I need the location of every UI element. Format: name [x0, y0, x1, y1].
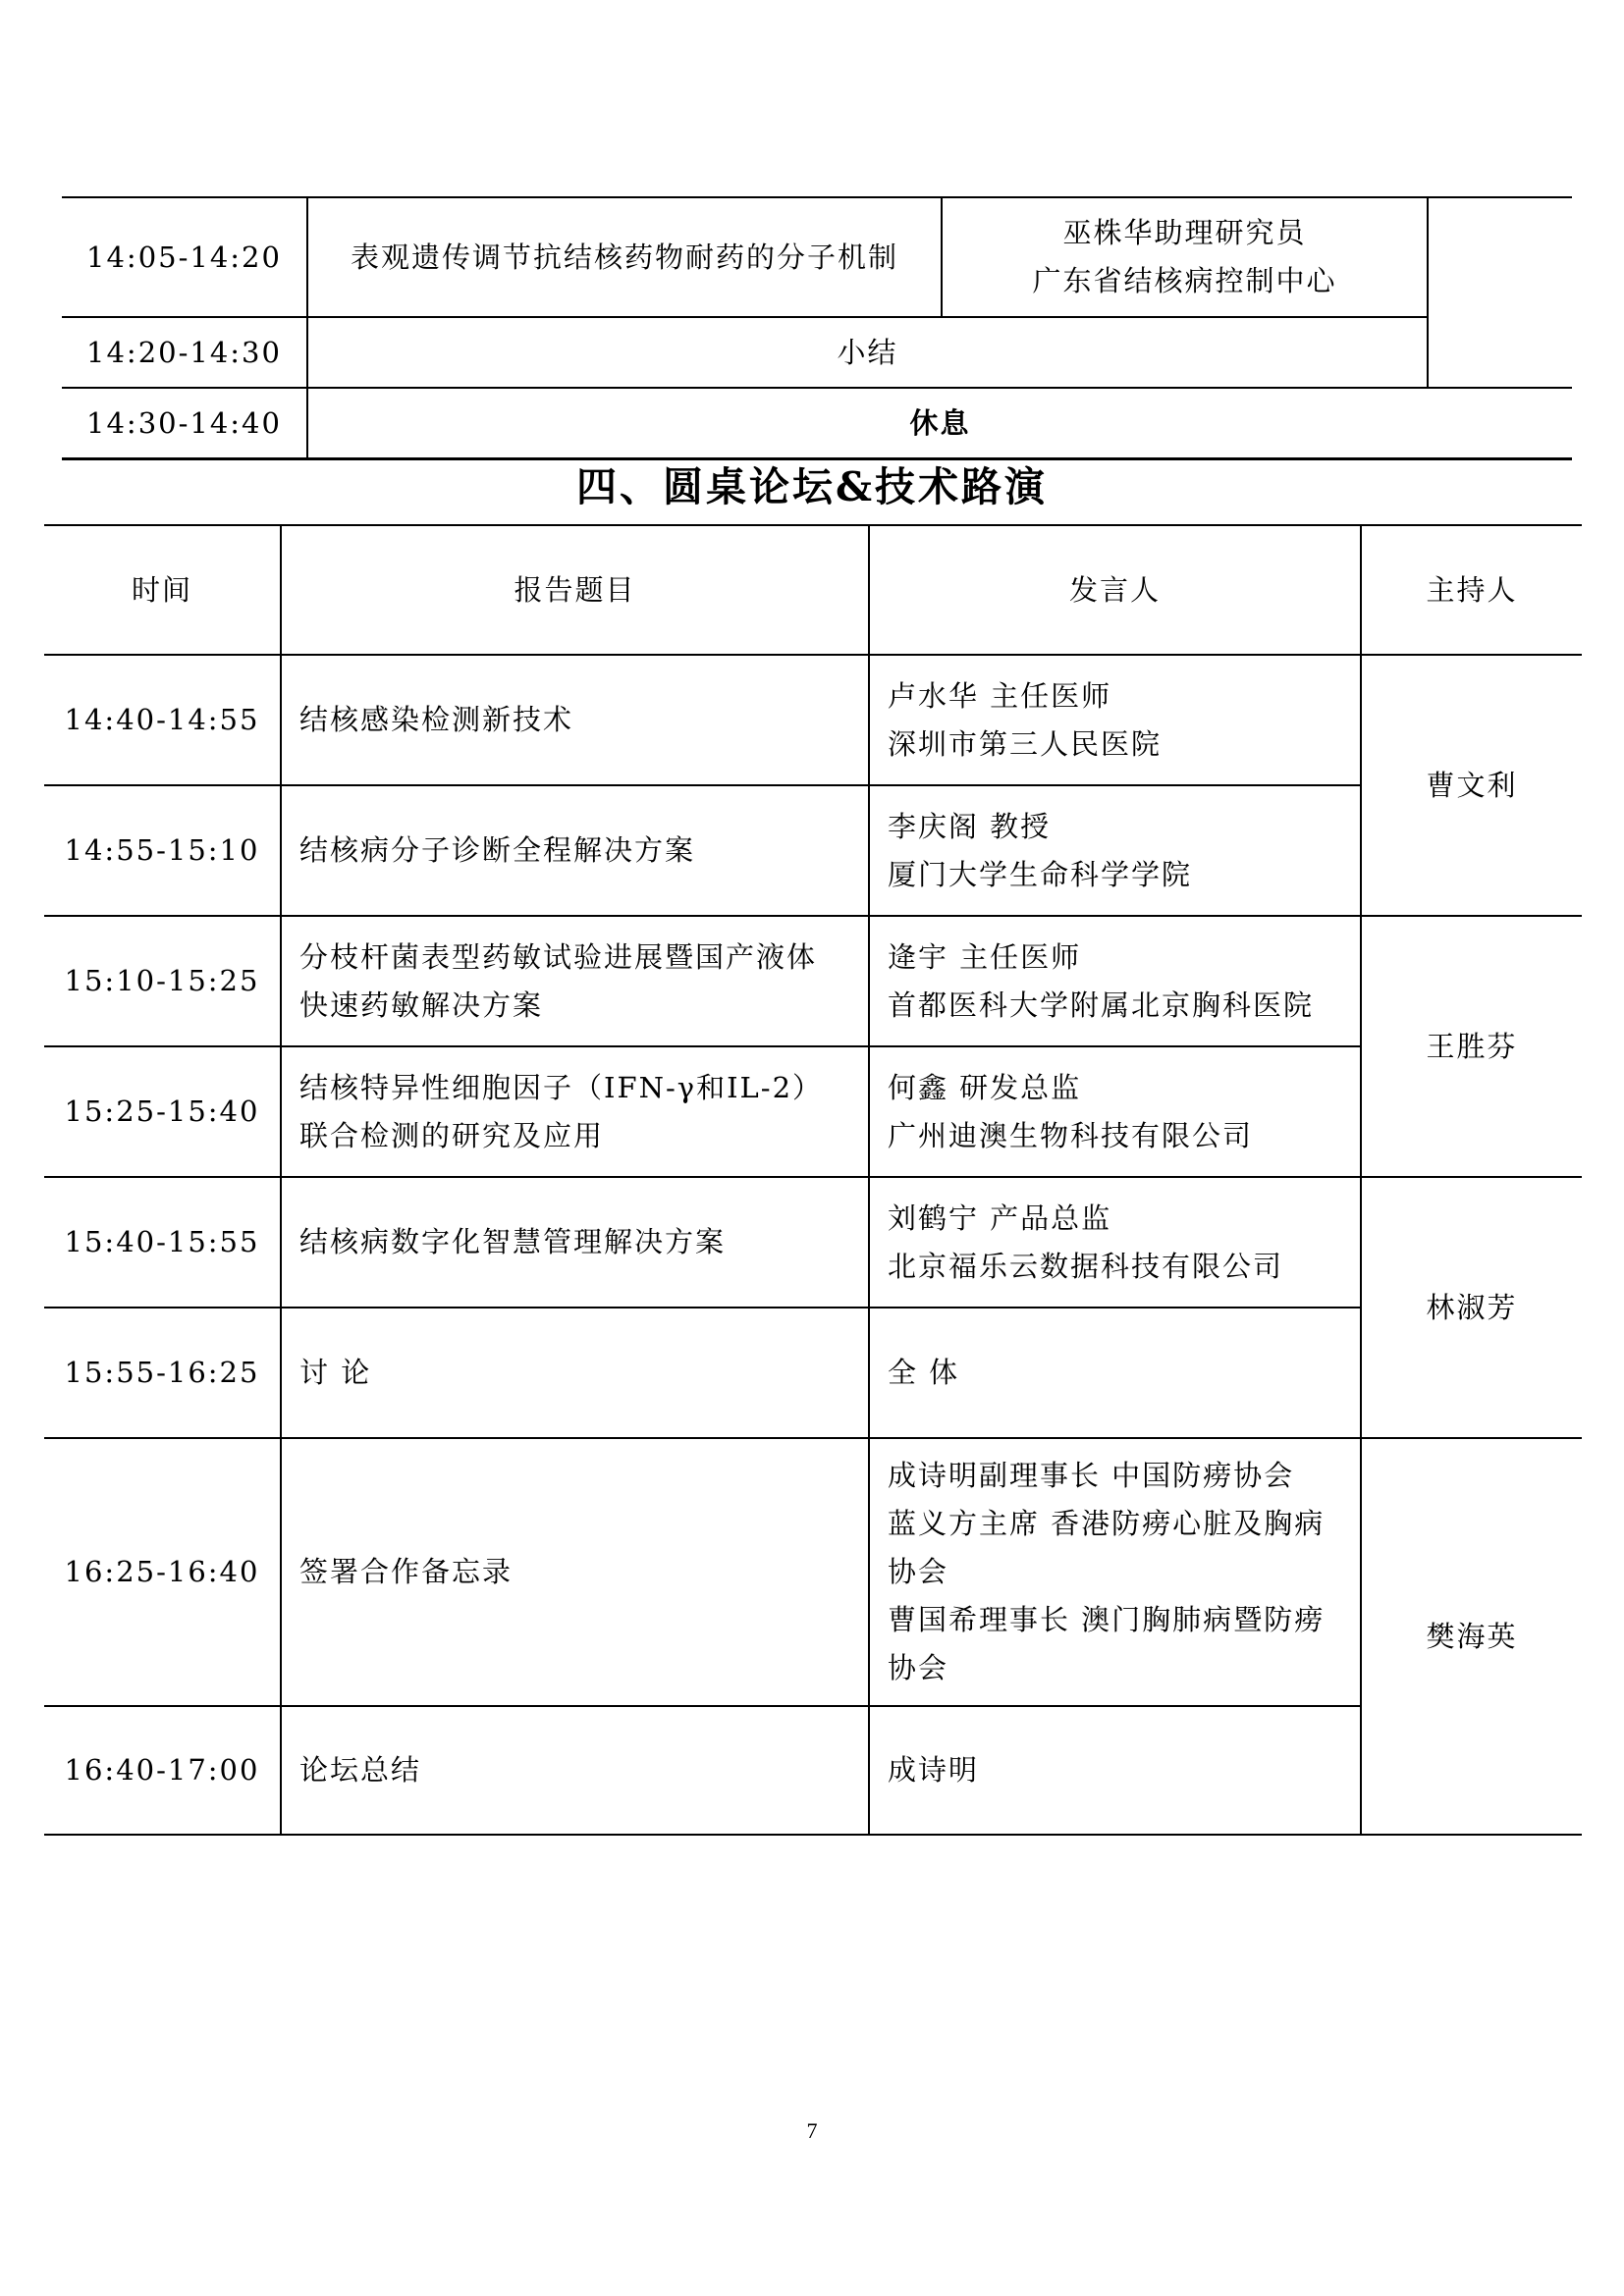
speaker-line: 曹国希理事长 澳门胸肺病暨防痨协会 — [887, 1603, 1326, 1684]
host-cell: 樊海英 — [1361, 1438, 1582, 1835]
time-cell: 16:25-16:40 — [44, 1438, 281, 1706]
header-speaker: 发言人 — [869, 525, 1361, 655]
header-topic: 报告题目 — [281, 525, 869, 655]
speaker-line: 逄宇 主任医师 — [887, 939, 1082, 974]
speaker-cell — [869, 1308, 1361, 1438]
header-host: 主持人 — [1361, 525, 1582, 655]
topic-cell: 签署合作备忘录 — [281, 1438, 869, 1706]
speaker-line: 首都医科大学附属北京胸科医院 — [887, 988, 1314, 1022]
host-cell: 曹文利 — [1361, 655, 1582, 916]
time-cell: 15:55-16:25 — [44, 1308, 281, 1438]
speaker-line: 广州迪澳生物科技有限公司 — [887, 1118, 1253, 1152]
time-cell: 15:40-15:55 — [44, 1177, 281, 1308]
table-row — [44, 785, 1582, 916]
time-cell: 15:10-15:25 — [44, 916, 281, 1046]
table-row — [44, 1438, 1582, 1706]
topic-cell: 结核病分子诊断全程解决方案 — [281, 785, 869, 916]
header-time: 时间 — [44, 525, 281, 655]
speaker-cell — [869, 916, 1361, 1046]
host-cell: 王胜芬 — [1361, 916, 1582, 1177]
speaker-line: 卢水华 主任医师 — [887, 678, 1112, 713]
speaker-line: 蓝义方主席 香港防痨心脏及胸病协会 — [887, 1507, 1326, 1588]
table-row — [44, 1177, 1582, 1308]
speaker-line: 厦门大学生命科学学院 — [887, 857, 1192, 891]
time-cell: 14:40-14:55 — [44, 655, 281, 785]
speaker-line: 全 体 — [887, 1356, 960, 1389]
top-schedule-table — [62, 196, 1572, 460]
table-row — [44, 1308, 1582, 1438]
topic-cell: 结核特异性细胞因子（IFN-γ和IL-2）联合检测的研究及应用 — [281, 1046, 869, 1177]
topic-cell: 讨 论 — [281, 1308, 869, 1438]
table-row — [44, 1706, 1582, 1835]
speaker-line: 北京福乐云数据科技有限公司 — [887, 1249, 1283, 1283]
speaker-line: 何鑫 研发总监 — [887, 1070, 1082, 1104]
host-cell — [1428, 197, 1572, 388]
speaker-name: 巫株华助理研究员 — [1062, 216, 1307, 249]
speaker-affiliation: 广东省结核病控制中心 — [1032, 264, 1337, 297]
section-title: 四、圆桌论坛&技术路演 — [575, 463, 1048, 510]
topic-cell: 结核感染检测新技术 — [281, 655, 869, 785]
speaker-cell — [869, 785, 1361, 916]
roundtable-schedule-table — [44, 524, 1582, 1836]
time-cell: 15:25-15:40 — [44, 1046, 281, 1177]
speaker-line: 深圳市第三人民医院 — [887, 726, 1162, 761]
time-cell: 14:55-15:10 — [44, 785, 281, 916]
summary-cell: 小结 — [307, 317, 1428, 388]
table-row — [44, 655, 1582, 785]
speaker-cell — [869, 1177, 1361, 1308]
speaker-cell — [869, 1438, 1361, 1706]
speaker-line: 成诗明副理事长 中国防痨协会 — [887, 1459, 1295, 1492]
speaker-line: 刘鹤宁 产品总监 — [887, 1201, 1112, 1235]
time-cell: 14:05-14:20 — [62, 197, 307, 317]
topic-cell: 分枝杆菌表型药敏试验进展暨国产液体快速药敏解决方案 — [281, 916, 869, 1046]
table-row — [62, 317, 1572, 388]
time-cell: 14:20-14:30 — [62, 317, 307, 388]
speaker-cell — [869, 1706, 1361, 1835]
table-row — [44, 916, 1582, 1046]
topic-cell: 论坛总结 — [281, 1706, 869, 1835]
table-row — [44, 1046, 1582, 1177]
speaker-line: 成诗明 — [887, 1753, 979, 1787]
time-cell: 14:30-14:40 — [62, 388, 307, 459]
time-cell: 16:40-17:00 — [44, 1706, 281, 1835]
host-cell: 林淑芳 — [1361, 1177, 1582, 1438]
speaker-cell — [869, 1046, 1361, 1177]
table-header-row — [44, 525, 1582, 655]
speaker-cell — [869, 655, 1361, 785]
topic-cell: 结核病数字化智慧管理解决方案 — [281, 1177, 869, 1308]
speaker-line: 李庆阁 教授 — [887, 809, 1052, 843]
table-row — [62, 388, 1572, 459]
page-number: 7 — [806, 2118, 818, 2143]
speaker-cell — [942, 197, 1428, 317]
topic-cell: 表观遗传调节抗结核药物耐药的分子机制 — [307, 197, 942, 317]
table-row — [62, 197, 1572, 317]
break-cell: 休息 — [307, 388, 1572, 459]
